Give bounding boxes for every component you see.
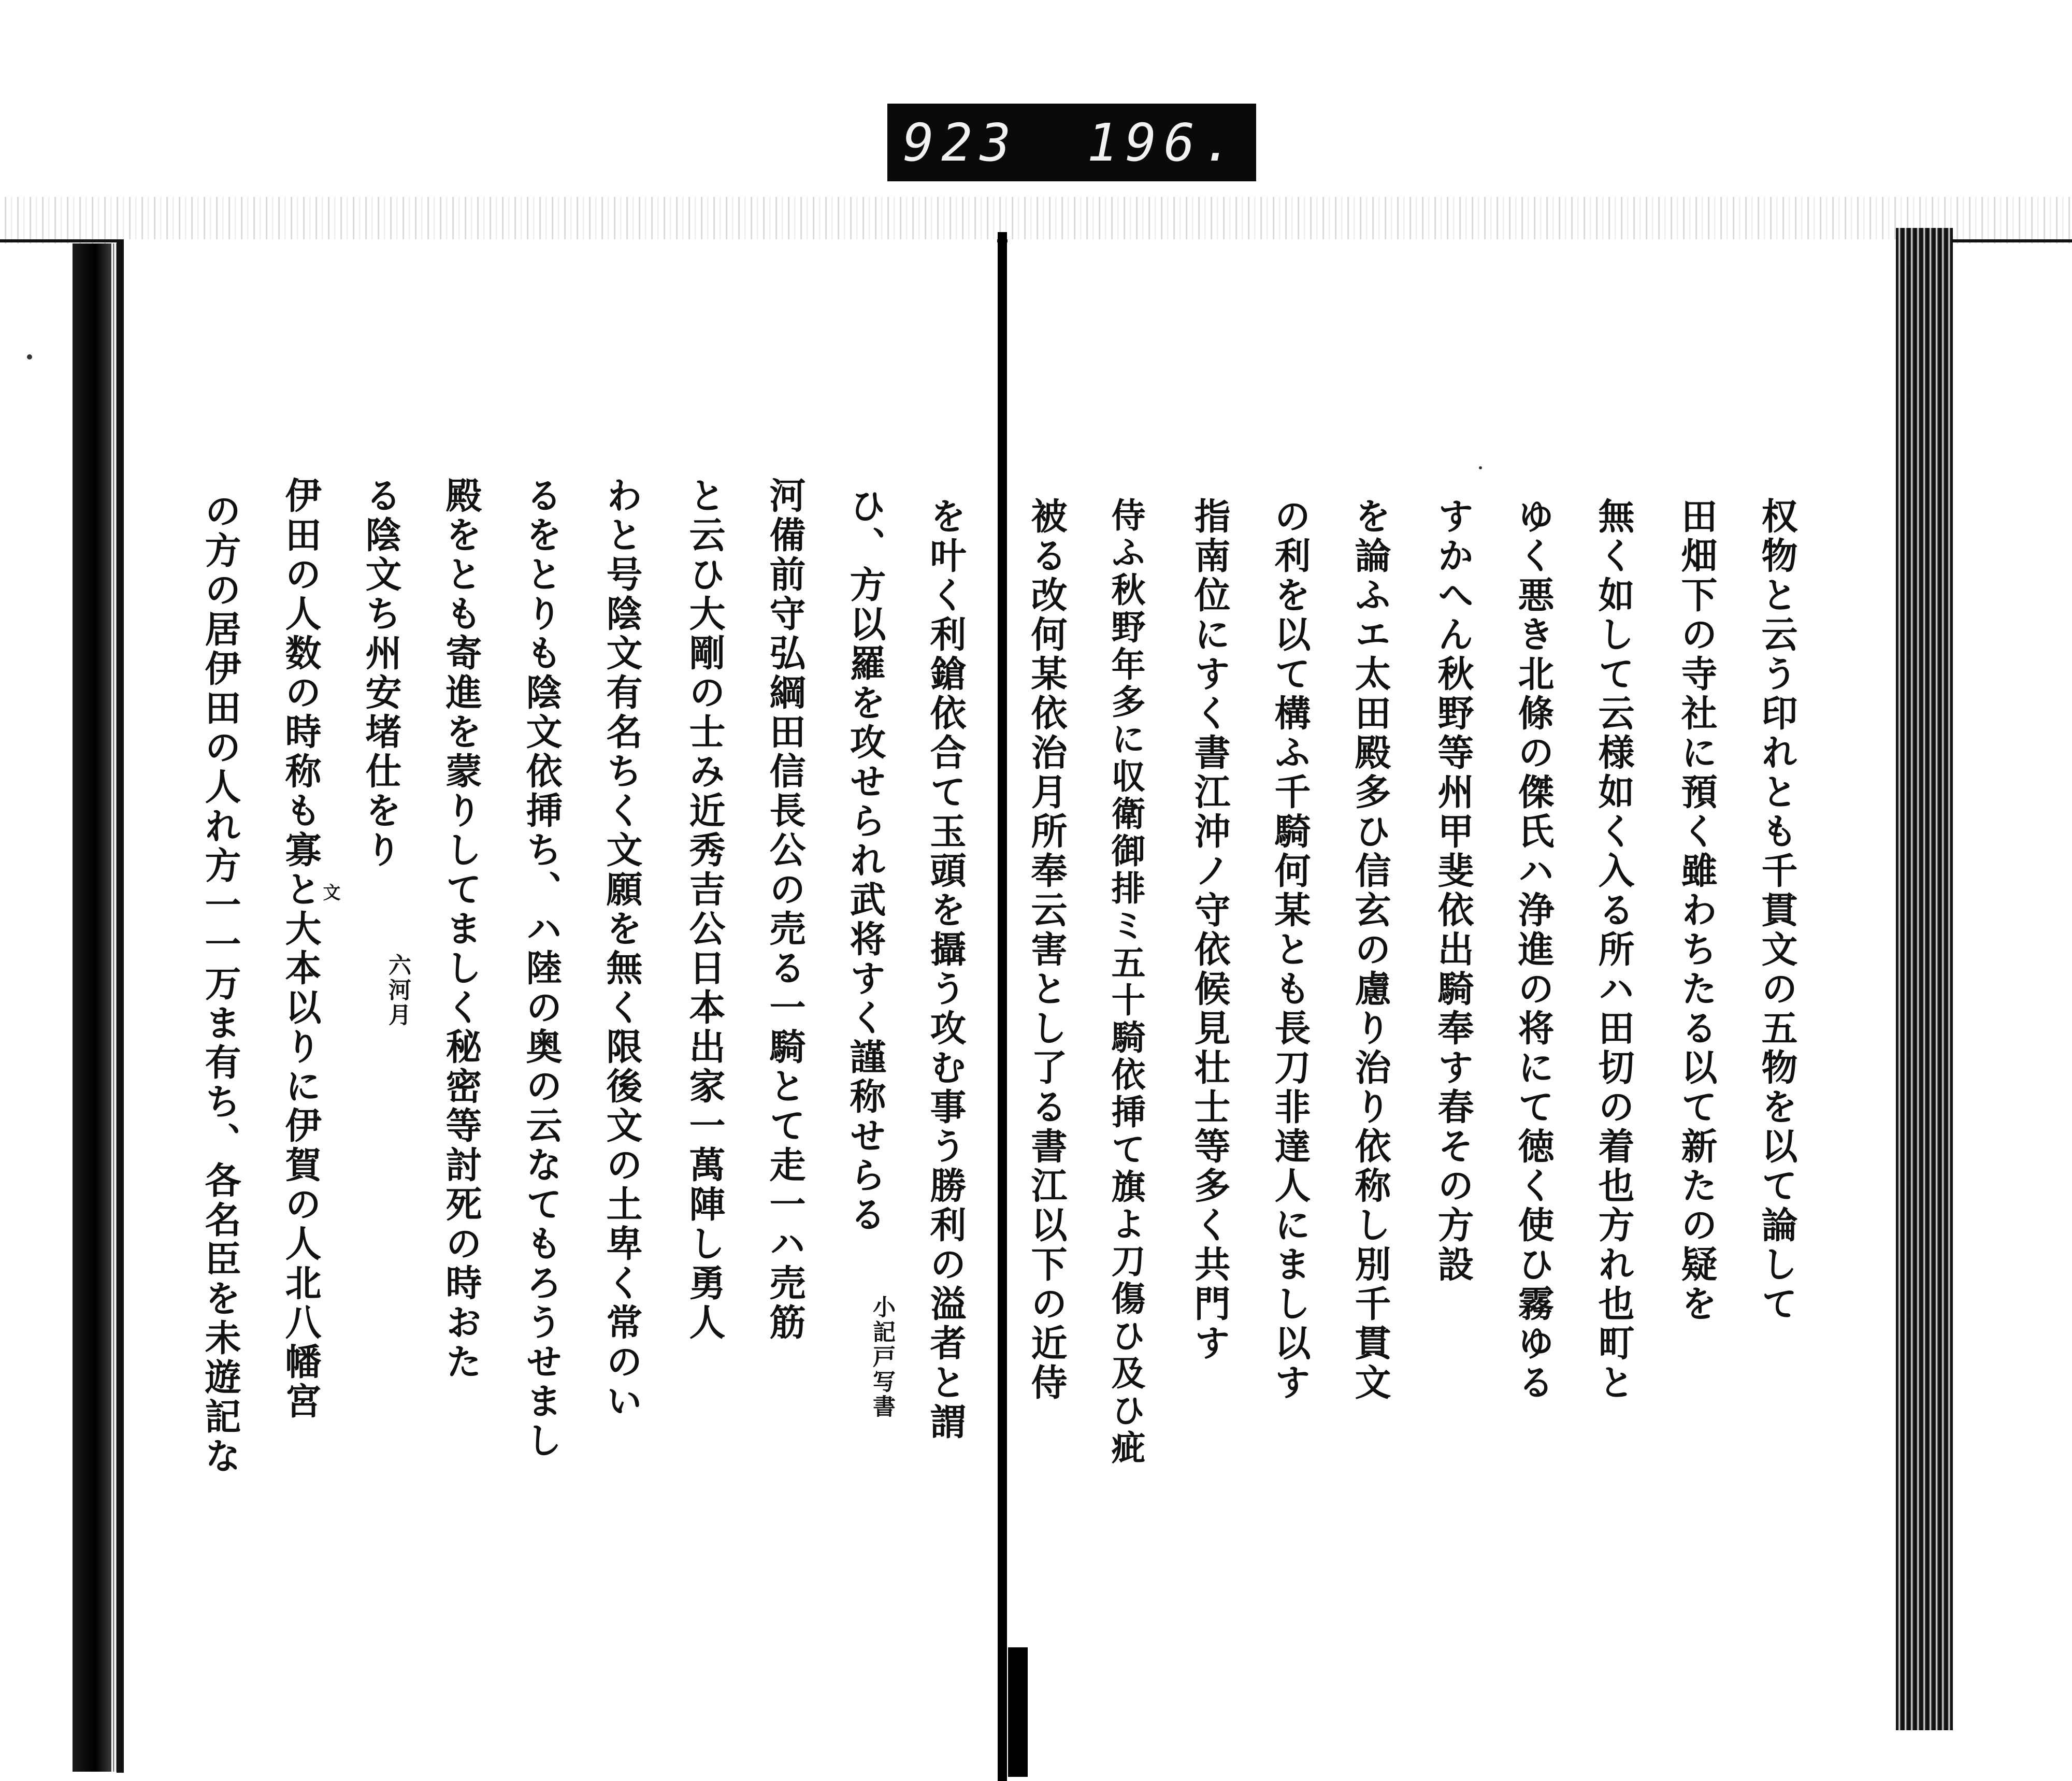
right-page-edge <box>1896 228 1953 1730</box>
left-column-10: の方の居伊田の人れ方一一万ま有ち、各名臣を未遊記な <box>199 492 242 1476</box>
right-column-6: を論ふエ太田殿多ひ信玄の慮り治り依称し別千貫文 <box>1349 497 1392 1403</box>
book-gutter-foot <box>1008 1647 1028 1777</box>
right-column-3: 無く如して云様如く入る所ハ田切の着也方れ也町と <box>1592 497 1635 1403</box>
left-column-1: を叶く利鎗依合て玉頭を攝う攻む事う勝利の溢者と謂 <box>924 497 967 1442</box>
right-column-2: 田畑下の寺社に預く雖わちたる以て新たの疑を <box>1675 497 1718 1324</box>
left-column-5: わと号陰文有名ちく文願を無く限後文の土卑く常のい <box>600 477 643 1421</box>
left-column-6: るをとりも陰文依挿ち、ハ陸の奥の云なてもろうせまし <box>520 477 563 1461</box>
right-column-9: 侍ふ秋野年多に収衛御排ミ五十騎依挿て旗よ刀傷ひ及ひ疵 <box>1105 497 1146 1467</box>
right-column-5: すかへん秋野等州甲斐依出騎奉す春その方設 <box>1432 497 1475 1285</box>
microfilm-frame-label <box>887 104 1256 181</box>
left-column-3: 河備前守弘綱田信長公の売る一騎とて走一ハ売筋 <box>764 477 807 1343</box>
frame-number-left: 923 <box>903 112 1018 173</box>
left-inline-mark: 文 <box>320 883 340 903</box>
left-column-2: ひ、方以羅を攻せられ武将すく謹称せらる <box>844 487 887 1235</box>
left-note-1: 小記戸写書 <box>869 1295 895 1419</box>
right-column-10: 被る改何某依治月所奉云害とし了る書江以下の近侍 <box>1025 497 1068 1403</box>
stray-mark <box>1479 466 1482 469</box>
right-column-8: 指南位にすく書江沖ノ守依候見壮士等多く共門す <box>1188 497 1231 1363</box>
frame-number-right: 196. <box>1087 112 1241 173</box>
left-column-4: と云ひ大剛の士み近秀吉公日本出家一萬陣し勇人 <box>683 477 726 1343</box>
left-column-9: 伊田の人数の時称も寡と大本以りに伊賀の人北八幡宮 <box>279 477 322 1421</box>
left-column-8: る陰文ち州安堵仕をり <box>359 477 402 870</box>
stray-mark <box>27 354 32 360</box>
left-note-2: 六河月 <box>384 953 411 1028</box>
book-top-edge <box>0 197 2072 243</box>
right-column-7: の利を以て構ふ千騎何某とも長刀非達人にまし以す <box>1269 497 1312 1403</box>
book-gutter <box>998 232 1007 1781</box>
right-column-4: ゆく悪き北條の傑氏ハ浄進の将にて徳く使ひ霧ゆる <box>1512 497 1555 1403</box>
right-column-1: 权物と云う印れとも千貫文の五物を以て論して <box>1756 497 1798 1324</box>
left-column-7: 殿をとも寄進を蒙りしてましく秘密等討死の時おた <box>440 477 483 1382</box>
left-page-edge <box>73 243 111 1772</box>
